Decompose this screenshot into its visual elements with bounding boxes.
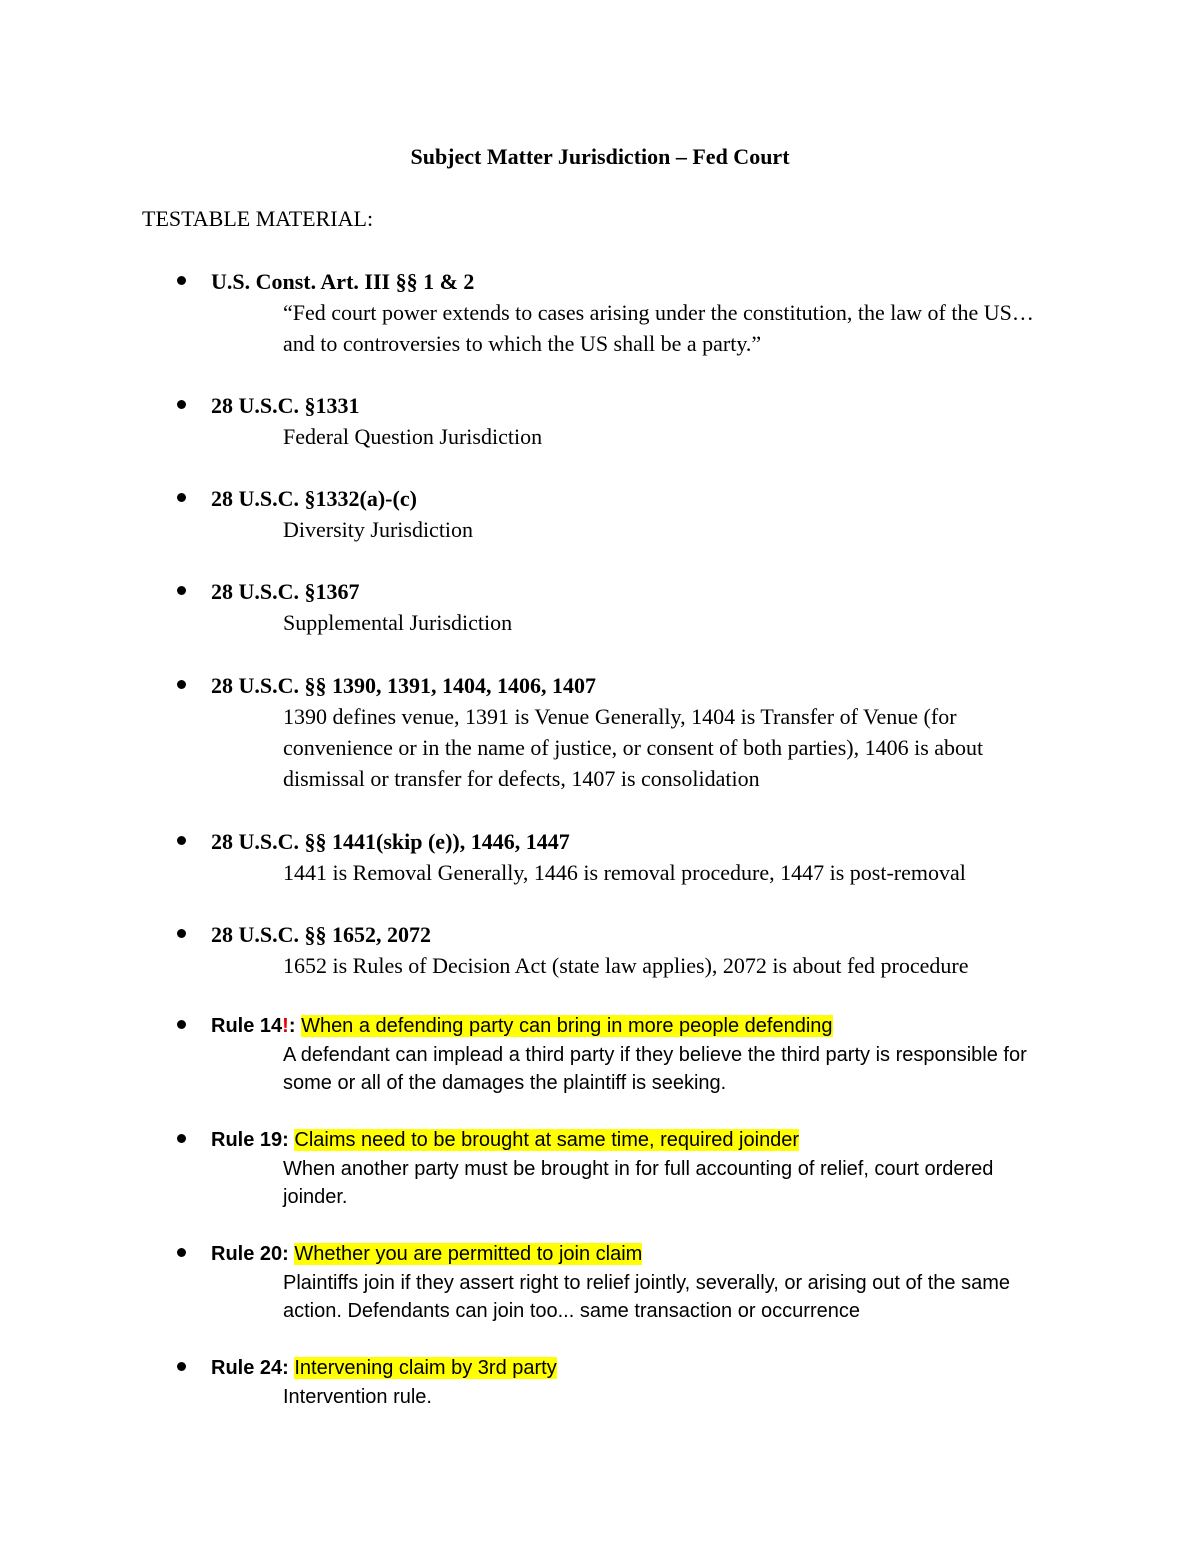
rule-description: A defendant can implead a third party if they believe the third party is responsible for some or all of the damages the plaintiff is seeking.: [283, 1043, 1027, 1094]
item-heading: 28 U.S.C. §1332(a)-(c): [211, 486, 417, 511]
bullet-icon: [177, 586, 186, 595]
bullet-icon: [177, 400, 186, 409]
rule-label: Rule 24:: [211, 1357, 289, 1379]
item-description: Federal Question Jurisdiction: [283, 424, 543, 449]
document-title: Subject Matter Jurisdiction – Fed Court: [410, 144, 790, 169]
bullet-icon: [177, 680, 186, 689]
bullet-icon: [177, 276, 186, 285]
item-description: Supplemental Jurisdiction: [283, 610, 513, 635]
bullet-icon: [177, 929, 186, 938]
rule-heading: [211, 1240, 642, 1269]
rule-highlight: When a defending party can bring in more people defending: [301, 1015, 833, 1037]
rule-highlight: Claims need to be brought at same time, required joinder: [294, 1129, 800, 1151]
rule-label: Rule 14: [211, 1015, 283, 1037]
rule-heading: [211, 1012, 833, 1041]
rule-description: When another party must be brought in for full accounting of relief, court ordered joinder.: [283, 1157, 994, 1208]
bullet-icon: [177, 493, 186, 502]
section-heading: TESTABLE MATERIAL:: [142, 206, 374, 231]
item-heading: 28 U.S.C. §§ 1441(skip (e)), 1446, 1447: [211, 829, 570, 854]
item-heading: 28 U.S.C. §§ 1390, 1391, 1404, 1406, 1407: [211, 673, 597, 698]
bullet-icon: [177, 1248, 186, 1257]
item-description: 1441 is Removal Generally, 1446 is removal procedure, 1447 is post-removal: [283, 860, 966, 885]
item-description: “Fed court power extends to cases arising under the constitution, the law of the US… and to controversies to which the US shall be a party.”: [283, 300, 1034, 356]
rule-label: Rule 19:: [211, 1129, 289, 1151]
item-description: 1390 defines venue, 1391 is Venue Generally, 1404 is Transfer of Venue (for convenience or in the name of justice, or consent of both parties), 1406 is about dismissal or transfer for defects, 1407 is consolidation: [283, 704, 984, 791]
rule-heading: [211, 1126, 799, 1155]
item-heading: U.S. Const. Art. III §§ 1 & 2: [211, 269, 475, 294]
bullet-icon: [177, 1134, 186, 1143]
item-heading: 28 U.S.C. §1367: [211, 579, 360, 604]
rule-colon: :: [288, 1015, 296, 1037]
rule-heading: [211, 1354, 557, 1383]
rule-label: Rule 20:: [211, 1243, 289, 1265]
item-description: Diversity Jurisdiction: [283, 517, 474, 542]
item-description: 1652 is Rules of Decision Act (state law applies), 2072 is about fed procedure: [283, 953, 969, 978]
bullet-icon: [177, 1020, 186, 1029]
item-heading: 28 U.S.C. §§ 1652, 2072: [211, 922, 432, 947]
rule-description: Plaintiffs join if they assert right to relief jointly, severally, or arising out of the same action. Defendants can join too... same transaction or occurrence: [283, 1271, 1010, 1322]
rule-highlight: Whether you are permitted to join claim: [294, 1243, 643, 1265]
item-heading: 28 U.S.C. §1331: [211, 393, 360, 418]
bullet-icon: [177, 1362, 186, 1371]
bullet-icon: [177, 836, 186, 845]
rule-emphasis: !: [282, 1015, 289, 1037]
rule-highlight: Intervening claim by 3rd party: [294, 1357, 557, 1379]
rule-description: Intervention rule.: [283, 1385, 432, 1408]
